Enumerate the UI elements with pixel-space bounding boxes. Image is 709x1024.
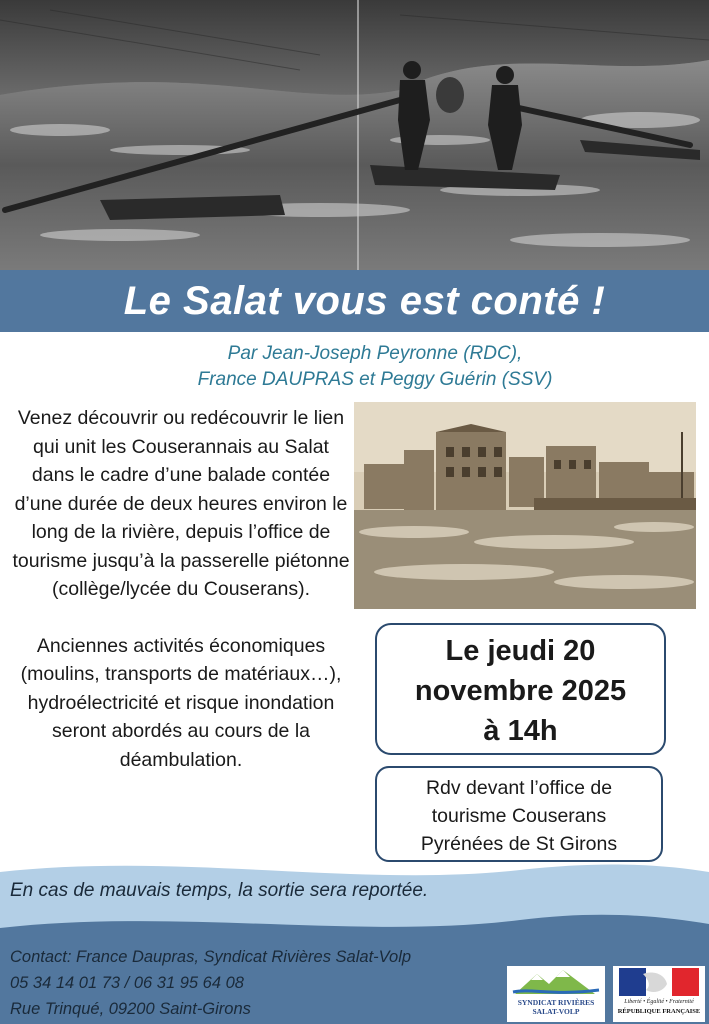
mountain-logo-icon — [507, 966, 605, 998]
description — [10, 404, 352, 774]
event-time: à 14h — [483, 715, 558, 747]
event-date-line-2: novembre 2025 — [414, 675, 627, 707]
meeting-point-box — [375, 766, 663, 862]
authors — [140, 341, 610, 393]
description-paragraph-2: Anciennes activités économiques (moulins, transports de matériaux…), hydroélectricité et risque inondation seront abordés au cours de la déambulation. — [20, 634, 342, 771]
page-title: Le Salat vous est conté ! — [123, 279, 606, 323]
contact-line-1: Contact: France Daupras, Syndicat Rivières Salat-Volp — [10, 948, 412, 966]
rf-motto: Liberté • Égalité • Fraternité — [624, 999, 694, 1005]
town-flood-photo — [354, 402, 696, 609]
event-date-box — [375, 623, 666, 755]
meeting-point-line-3: Pyrénées de St Girons — [420, 833, 618, 855]
rf-name: RÉPUBLIQUE FRANÇAISE — [617, 1008, 701, 1015]
meeting-point-line-1: Rdv devant l’office de — [425, 777, 613, 799]
weather-notice: En cas de mauvais temps, la sortie sera reportée. — [10, 880, 429, 901]
contact-info — [10, 944, 411, 1022]
republique-francaise-logo — [613, 966, 705, 1022]
ssv-logo-line-2: SALAT-VOLP — [532, 1007, 580, 1016]
meeting-point-line-2: tourisme Couserans — [431, 805, 607, 827]
marianne-flag-icon — [613, 966, 705, 998]
contact-phone: 05 34 14 01 73 / 06 31 95 64 08 — [10, 974, 244, 992]
description-paragraph-1: Venez découvrir ou redécouvrir le lien qui unit les Couserannais au Salat dans le cadre d’une balade contée d’une durée de deux heures environ le long de la rivière, depuis l’office de tourisme jusqu’à la passerelle piétonne (collège/lycée du Couserans). — [12, 407, 350, 600]
ssv-logo-text — [507, 998, 605, 1016]
event-date-line-1: Le jeudi 20 — [445, 635, 596, 667]
authors-line-1: Par Jean-Joseph Peyronne (RDC), — [227, 343, 523, 364]
contact-address: Rue Trinqué, 09200 Saint-Girons — [10, 1000, 251, 1018]
ssv-logo-line-1: SYNDICAT RIVIÈRES — [517, 998, 595, 1007]
authors-line-2: France DAUPRAS et Peggy Guérin (SSV) — [197, 369, 553, 390]
hero-photo-raftsmen — [0, 0, 709, 270]
ssv-logo — [507, 966, 605, 1022]
